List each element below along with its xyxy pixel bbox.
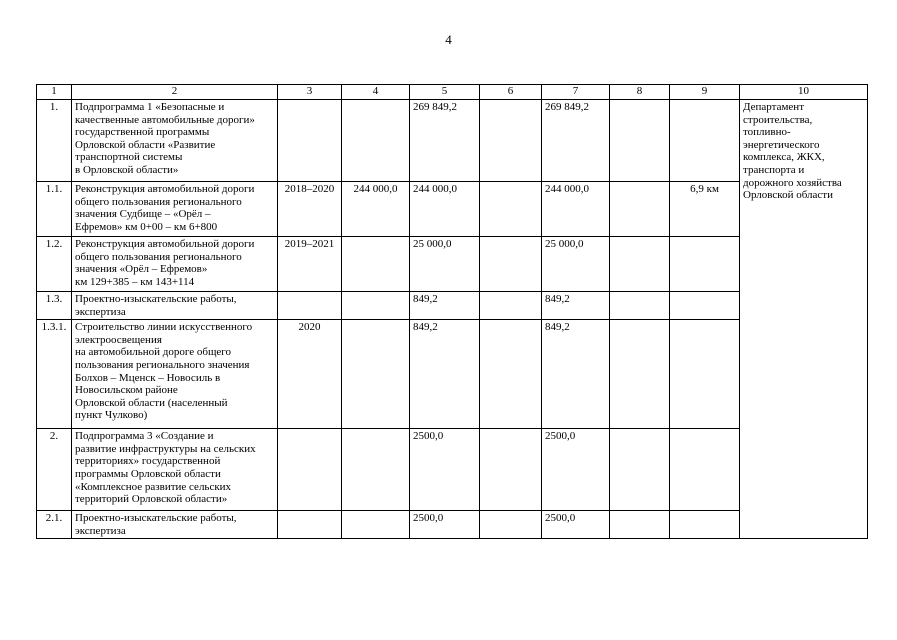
row-col5-cell: 244 000,0 [410, 182, 480, 237]
row-number-cell: 2.1. [37, 511, 72, 539]
row-col6-cell [480, 182, 542, 237]
row-period-cell: 2018–2020 [278, 182, 342, 237]
row-col4-cell: 244 000,0 [342, 182, 410, 237]
row-col4-cell [342, 511, 410, 539]
row-col5-cell: 25 000,0 [410, 237, 480, 292]
row-col7-cell: 2500,0 [542, 511, 610, 539]
row-name-cell: Проектно-изыскательские работы, экспертиза [72, 292, 278, 320]
row-col7-cell: 25 000,0 [542, 237, 610, 292]
header-cell: 8 [610, 85, 670, 100]
row-period-cell [278, 292, 342, 320]
row-number-cell: 1.1. [37, 182, 72, 237]
row-col9-cell [670, 292, 740, 320]
row-col9-cell [670, 320, 740, 429]
row-number-cell: 1.3. [37, 292, 72, 320]
row-col8-cell [610, 182, 670, 237]
row-col6-cell [480, 511, 542, 539]
row-col8-cell [610, 511, 670, 539]
row-col9-cell [670, 511, 740, 539]
row-name-cell: Подпрограмма 1 «Безопасные и качественные автомобильные дороги» государственной программы Орловской области «Развитие транспортной системы в Орловской области» [72, 100, 278, 182]
row-col6-cell [480, 320, 542, 429]
header-cell: 4 [342, 85, 410, 100]
program-table [36, 84, 868, 539]
row-col6-cell [480, 429, 542, 511]
row-col4-cell [342, 100, 410, 182]
row-col9-cell [670, 429, 740, 511]
header-cell: 6 [480, 85, 542, 100]
row-number-cell: 2. [37, 429, 72, 511]
row-col6-cell [480, 100, 542, 182]
row-col5-cell: 2500,0 [410, 429, 480, 511]
row-name-cell: Реконструкция автомобильной дороги общего пользования регионального значения Судбище – «Орёл – Ефремов» км 0+00 – км 6+800 [72, 182, 278, 237]
row-col8-cell [610, 237, 670, 292]
row-col5-cell: 269 849,2 [410, 100, 480, 182]
row-col7-cell: 269 849,2 [542, 100, 610, 182]
row-col8-cell [610, 429, 670, 511]
row-col8-cell [610, 292, 670, 320]
table-row [37, 100, 868, 182]
row-number-cell: 1. [37, 100, 72, 182]
row-name-cell: Строительство линии искусственного электроосвещения на автомобильной дороге общего пользования регионального значения Болхов – Мценск – Новосиль в Новосильском районе Орловской области (населенный пункт Чулково) [72, 320, 278, 429]
row-number-cell: 1.3.1. [37, 320, 72, 429]
header-cell: 1 [37, 85, 72, 100]
row-col6-cell [480, 292, 542, 320]
row-col8-cell [610, 320, 670, 429]
row-col5-cell: 2500,0 [410, 511, 480, 539]
row-col7-cell: 2500,0 [542, 429, 610, 511]
row-col7-cell: 849,2 [542, 292, 610, 320]
row-period-cell: 2019–2021 [278, 237, 342, 292]
row-col4-cell [342, 320, 410, 429]
row-name-cell: Реконструкция автомобильной дороги общего пользования регионального значения «Орёл – Ефремов» км 129+385 – км 143+114 [72, 237, 278, 292]
row-col9-cell [670, 237, 740, 292]
row-period-cell [278, 429, 342, 511]
row-col7-cell: 849,2 [542, 320, 610, 429]
row-period-cell: 2020 [278, 320, 342, 429]
row-period-cell [278, 511, 342, 539]
header-cell: 7 [542, 85, 610, 100]
row-period-cell [278, 100, 342, 182]
row-number-cell: 1.2. [37, 237, 72, 292]
header-cell: 3 [278, 85, 342, 100]
header-cell: 9 [670, 85, 740, 100]
header-cell: 2 [72, 85, 278, 100]
row-col4-cell [342, 292, 410, 320]
header-row [37, 85, 868, 100]
department-cell: Департамент строительства, топливно- энергетического комплекса, ЖКХ, транспорта и дорожного хозяйства Орловской области [740, 100, 868, 539]
row-col9-cell [670, 100, 740, 182]
row-col5-cell: 849,2 [410, 320, 480, 429]
row-name-cell: Подпрограмма 3 «Создание и развитие инфраструктуры на сельских территориях» государственной программы Орловской области «Комплексное развитие сельских территорий Орловской области» [72, 429, 278, 511]
header-cell: 5 [410, 85, 480, 100]
row-col4-cell [342, 237, 410, 292]
row-col6-cell [480, 237, 542, 292]
row-col8-cell [610, 100, 670, 182]
row-name-cell: Проектно-изыскательские работы, экспертиза [72, 511, 278, 539]
row-col5-cell: 849,2 [410, 292, 480, 320]
row-col9-cell: 6,9 км [670, 182, 740, 237]
page-number: 4 [445, 32, 452, 47]
header-cell: 10 [740, 85, 868, 100]
row-col4-cell [342, 429, 410, 511]
row-col7-cell: 244 000,0 [542, 182, 610, 237]
